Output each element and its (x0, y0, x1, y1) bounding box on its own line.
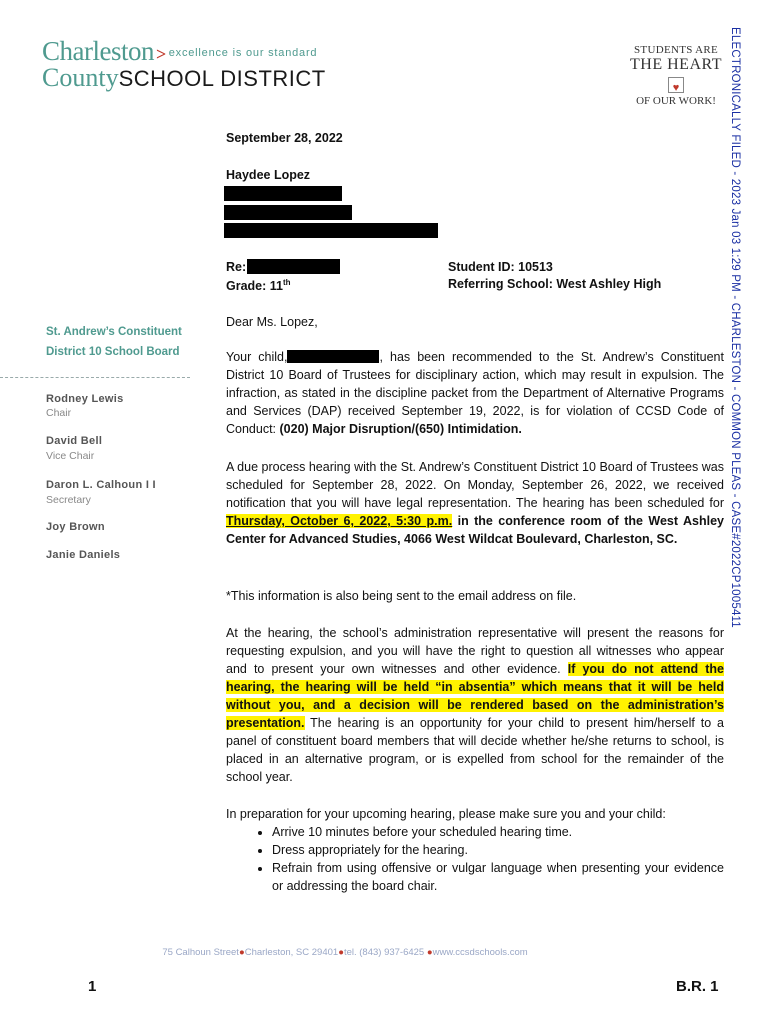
referring-school: Referring School: West Ashley High (448, 277, 662, 291)
redaction-bar (224, 186, 342, 201)
logo-charleston: Charleston (42, 36, 154, 66)
redaction-bar (224, 205, 352, 220)
paragraph-recommendation (226, 348, 724, 438)
preparation-list (226, 823, 724, 895)
paragraph-hearing-process (226, 624, 724, 786)
district-logo-subtitle (42, 63, 326, 93)
board-title-line1: St. Andrew’s Constituent (46, 326, 182, 338)
list-item: • Dress appropriately for the hearing. (272, 841, 724, 859)
paragraph-email-note: *This information is also being sent to the email address on file. (226, 589, 577, 603)
member-name: Daron L. Calhoun I I (46, 479, 156, 491)
member-role: Chair (46, 407, 72, 419)
grade-line (226, 274, 291, 295)
letter-date: September 28, 2022 (226, 131, 343, 145)
student-id: Student ID: 10513 (448, 260, 553, 274)
page-number: 1 (88, 978, 97, 995)
hearing-datetime: Thursday, October 6, 2022, 5:30 p.m. (226, 514, 453, 528)
paragraph-hearing-schedule (226, 458, 724, 548)
badge-line1: STUDENTS ARE (634, 44, 718, 56)
logo-county: County (42, 63, 119, 92)
logo-school-district: SCHOOL DISTRICT (118, 66, 326, 91)
logo-arrow-icon: > (155, 44, 166, 64)
page-code: B.R. 1 (676, 978, 719, 995)
footer-website: www.ccsdschools.com (432, 947, 528, 958)
member-name: Janie Daniels (46, 549, 121, 561)
p2-text: A due process hearing with the St. Andrew’s Constituent District 10 Board of Trustees was scheduled for September 28, 2022. On Monday, September 26, 2022, we received notification that you will have legal representation. The hearing has been scheduled for (226, 460, 724, 510)
footer-city: Charleston, SC 29401 (244, 947, 339, 958)
footer-phone: tel. (843) 937-6425 (343, 947, 427, 958)
hearing-location: in the conference room of the West Ashley Center for Advanced Studies, 4066 West Wildcat Boulevard, Charleston, SC. (226, 514, 724, 546)
p1-text-start: Your child, (226, 350, 288, 364)
p1-text: , has been recommended to the St. Andrew’s Constituent District 10 Board of Trustees for disciplinary action, which may result in expulsion. The infraction, as stated in the discipline packet from the Department of Alternative Programs and Services (DAP) received September 19, 2022, is for violation of CCSD Code of Conduct: (226, 350, 724, 436)
grade-label: Grade: 11 (226, 279, 283, 294)
member-name: Rodney Lewis (46, 393, 124, 405)
absentia-warning: If you do not attend the hearing, the hearing will be held “in absentia” which means that it will be held without you, and a decision will be rendered based on the administration’s presentation. (226, 662, 724, 730)
redaction-bar (224, 223, 438, 238)
p4-text-end: The hearing is an opportunity for your child to present him/herself to a panel of constituent board members that will decide whether he/she returns to school, is placed in an alternative program, or is expelled from school for the remainder of the school year. (226, 716, 724, 784)
badge-line2: THE HEART (630, 56, 722, 73)
filing-stamp: ELECTRONICALLY FILED - 2023 Jan 03 1:29 PM - CHARLESTON - COMMON PLEAS - CASE#2022CP1005411 (729, 27, 741, 628)
redaction-bar (247, 259, 340, 274)
grade-suffix: th (282, 278, 291, 287)
salutation: Dear Ms. Lopez, (226, 315, 318, 329)
member-role: Vice Chair (46, 450, 95, 462)
re-label: Re: (226, 260, 247, 274)
list-item: • Refrain from using offensive or vulgar language when presenting your evidence or addressing the board chair. (272, 859, 724, 895)
member-role: Secretary (46, 494, 91, 506)
paragraph-preparation (226, 805, 724, 895)
footer-address: 75 Calhoun Street (162, 947, 239, 958)
badge-line3: OF OUR WORK! (636, 95, 716, 107)
p4-text-start: At the hearing, the school’s administration representative will present the reasons for requesting expulsion, and you will have the right to question all witnesses who appear and to present your own witnesses and other evidence. (226, 626, 724, 676)
redaction-bar (287, 350, 379, 363)
heart-icon: ♥ (668, 77, 684, 93)
sidebar-divider (0, 377, 190, 378)
logo-tagline: excellence is our standard (168, 47, 318, 59)
board-title-line2: District 10 School Board (46, 346, 180, 358)
footer-separator: ● (426, 947, 433, 958)
footer-separator: ● (338, 947, 344, 958)
footer-contact (0, 947, 690, 958)
p1-violation: (020) Major Disruption/(650) Intimidation. (279, 422, 522, 436)
list-item: • Arrive 10 minutes before your scheduled hearing time. (272, 823, 724, 841)
students-heart-badge (628, 44, 724, 107)
member-name: David Bell (46, 435, 103, 447)
footer-separator: ● (238, 947, 245, 958)
preparation-intro: In preparation for your upcoming hearing, please make sure you and your child: (226, 807, 666, 821)
recipient-name: Haydee Lopez (226, 168, 311, 182)
member-name: Joy Brown (46, 521, 105, 533)
